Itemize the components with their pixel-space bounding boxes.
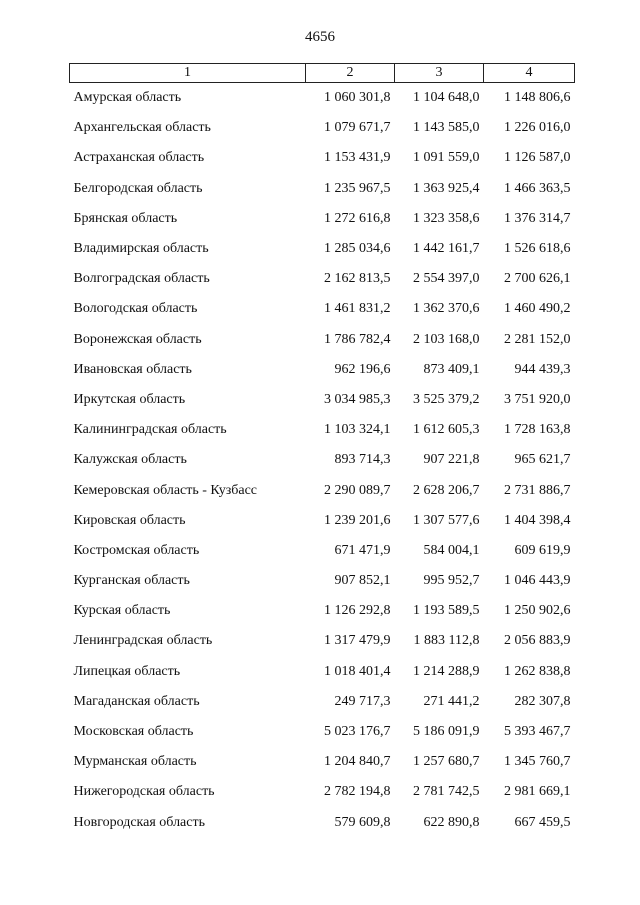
value-cell-col2: 1 018 401,4 [324,663,391,679]
table-row [70,445,575,475]
table-row [70,657,575,687]
region-name-cell: Мурманская область [73,754,197,770]
value-cell-col2: 893 714,3 [334,452,391,468]
region-name-cell: Волгоградская область [73,271,210,287]
value-cell-col2: 962 196,6 [334,361,391,377]
region-name-cell: Владимирская область [73,241,209,257]
value-cell-col3: 2 781 742,5 [413,784,480,800]
value-cell-col4: 2 731 886,7 [504,482,571,498]
table-row [70,808,575,838]
table-row [70,83,575,114]
table-row [70,596,575,626]
value-cell-col4: 282 307,8 [514,693,571,709]
value-cell-col2: 1 204 840,7 [324,754,391,770]
value-cell-col3: 1 193 589,5 [413,603,480,619]
value-cell-col4: 1 345 760,7 [504,754,571,770]
table-row [70,415,575,445]
region-name-cell: Курская область [73,603,171,619]
value-cell-col2: 1 461 831,2 [324,301,391,317]
value-cell-col4: 1 466 363,5 [504,180,571,196]
value-cell-col3: 907 221,8 [423,452,480,468]
value-cell-col2: 1 239 201,6 [324,512,391,528]
region-name-cell: Калининградская область [73,422,227,438]
column-header: 3 [395,64,484,83]
value-cell-col4: 1 376 314,7 [504,210,571,226]
budget-table [69,63,575,838]
value-cell-col3: 271 441,2 [423,693,480,709]
value-cell-col3: 1 257 680,7 [413,754,480,770]
table-row [70,626,575,656]
value-cell-col4: 1 460 490,2 [504,301,571,317]
region-name-cell: Новгородская область [73,814,205,830]
value-cell-col3: 2 103 168,0 [413,331,480,347]
table-row [70,536,575,566]
region-name-cell: Калужская область [73,452,187,468]
value-cell-col3: 873 409,1 [423,361,480,377]
region-name-cell: Липецкая область [73,663,181,679]
region-name-cell: Костромская область [73,542,200,558]
value-cell-col4: 2 281 152,0 [504,331,571,347]
table-body [70,83,575,838]
region-name-cell: Амурская область [73,90,182,106]
table-row [70,717,575,747]
value-cell-col3: 1 091 559,0 [413,150,480,166]
value-cell-col3: 1 612 605,3 [413,422,480,438]
table-row [70,264,575,294]
value-cell-col4: 667 459,5 [514,814,571,830]
value-cell-col2: 907 852,1 [334,573,391,589]
value-cell-col4: 2 700 626,1 [504,271,571,287]
value-cell-col3: 1 362 370,6 [413,301,480,317]
value-cell-col4: 5 393 467,7 [504,724,571,740]
table-row [70,687,575,717]
value-cell-col3: 1 883 112,8 [413,633,480,649]
value-cell-col2: 5 023 176,7 [324,724,391,740]
value-cell-col4: 609 619,9 [514,542,571,558]
value-cell-col3: 1 323 358,6 [413,210,480,226]
value-cell-col2: 1 126 292,8 [324,603,391,619]
column-header: 4 [484,64,575,83]
value-cell-col3: 1 442 161,7 [413,241,480,257]
region-name-cell: Ленинградская область [73,633,213,649]
region-name-cell: Иркутская область [73,391,186,407]
region-name-cell: Курганская область [73,573,190,589]
value-cell-col3: 2 628 206,7 [413,482,480,498]
region-name-cell: Кемеровская область - Кузбасс [73,482,258,498]
column-header: 2 [306,64,395,83]
value-cell-col3: 2 554 397,0 [413,271,480,287]
table-row [70,204,575,234]
value-cell-col2: 2 290 089,7 [324,482,391,498]
region-name-cell: Воронежская область [73,331,202,347]
region-name-cell: Нижегородская область [73,784,215,800]
value-cell-col2: 1 060 301,8 [324,90,391,106]
value-cell-col2: 671 471,9 [334,542,391,558]
value-cell-col4: 1 728 163,8 [504,422,571,438]
value-cell-col4: 3 751 920,0 [504,391,571,407]
table-row [70,747,575,777]
value-cell-col3: 584 004,1 [423,542,480,558]
value-cell-col4: 1 250 902,6 [504,603,571,619]
region-name-cell: Кировская область [73,512,186,528]
value-cell-col2: 2 782 194,8 [324,784,391,800]
table-row [70,566,575,596]
table-row [70,325,575,355]
region-name-cell: Архангельская область [73,120,211,136]
region-name-cell: Астраханская область [73,150,205,166]
table-row [70,475,575,505]
value-cell-col3: 1 214 288,9 [413,663,480,679]
value-cell-col3: 1 143 585,0 [413,120,480,136]
table-row [70,355,575,385]
value-cell-col4: 1 226 016,0 [504,120,571,136]
value-cell-col2: 249 717,3 [334,693,391,709]
value-cell-col4: 1 526 618,6 [504,241,571,257]
value-cell-col4: 2 981 669,1 [504,784,571,800]
value-cell-col4: 1 046 443,9 [504,573,571,589]
region-name-cell: Магаданская область [73,693,200,709]
table-row [70,385,575,415]
value-cell-col3: 622 890,8 [423,814,480,830]
value-cell-col2: 579 609,8 [334,814,391,830]
table-row [70,234,575,264]
table-row [70,143,575,173]
value-cell-col2: 1 153 431,9 [324,150,391,166]
value-cell-col4: 1 148 806,6 [504,90,571,106]
value-cell-col4: 1 262 838,8 [504,663,571,679]
value-cell-col2: 1 786 782,4 [324,331,391,347]
value-cell-col2: 1 103 324,1 [324,422,391,438]
value-cell-col4: 1 126 587,0 [504,150,571,166]
region-name-cell: Вологодская область [73,301,198,317]
value-cell-col4: 2 056 883,9 [504,633,571,649]
region-name-cell: Брянская область [73,210,178,226]
value-cell-col3: 5 186 091,9 [413,724,480,740]
value-cell-col3: 1 307 577,6 [413,512,480,528]
header-row [70,64,575,83]
table-row [70,506,575,536]
region-name-cell: Белгородская область [73,180,203,196]
value-cell-col4: 965 621,7 [514,452,571,468]
value-cell-col2: 3 034 985,3 [324,391,391,407]
page-number: 4656 [305,29,335,45]
table-row [70,174,575,204]
value-cell-col2: 2 162 813,5 [324,271,391,287]
value-cell-col3: 3 525 379,2 [413,391,480,407]
value-cell-col2: 1 272 616,8 [324,210,391,226]
table-row [70,113,575,143]
value-cell-col3: 995 952,7 [423,573,480,589]
value-cell-col3: 1 104 648,0 [413,90,480,106]
value-cell-col4: 1 404 398,4 [504,512,571,528]
table-row [70,777,575,807]
value-cell-col2: 1 285 034,6 [324,241,391,257]
value-cell-col2: 1 317 479,9 [324,633,391,649]
table-row [70,294,575,324]
value-cell-col4: 944 439,3 [514,361,571,377]
value-cell-col2: 1 079 671,7 [324,120,391,136]
region-name-cell: Ивановская область [73,361,192,377]
value-cell-col2: 1 235 967,5 [324,180,391,196]
column-header: 1 [70,64,306,83]
region-name-cell: Московская область [73,724,194,740]
value-cell-col3: 1 363 925,4 [413,180,480,196]
table-header [70,64,575,83]
